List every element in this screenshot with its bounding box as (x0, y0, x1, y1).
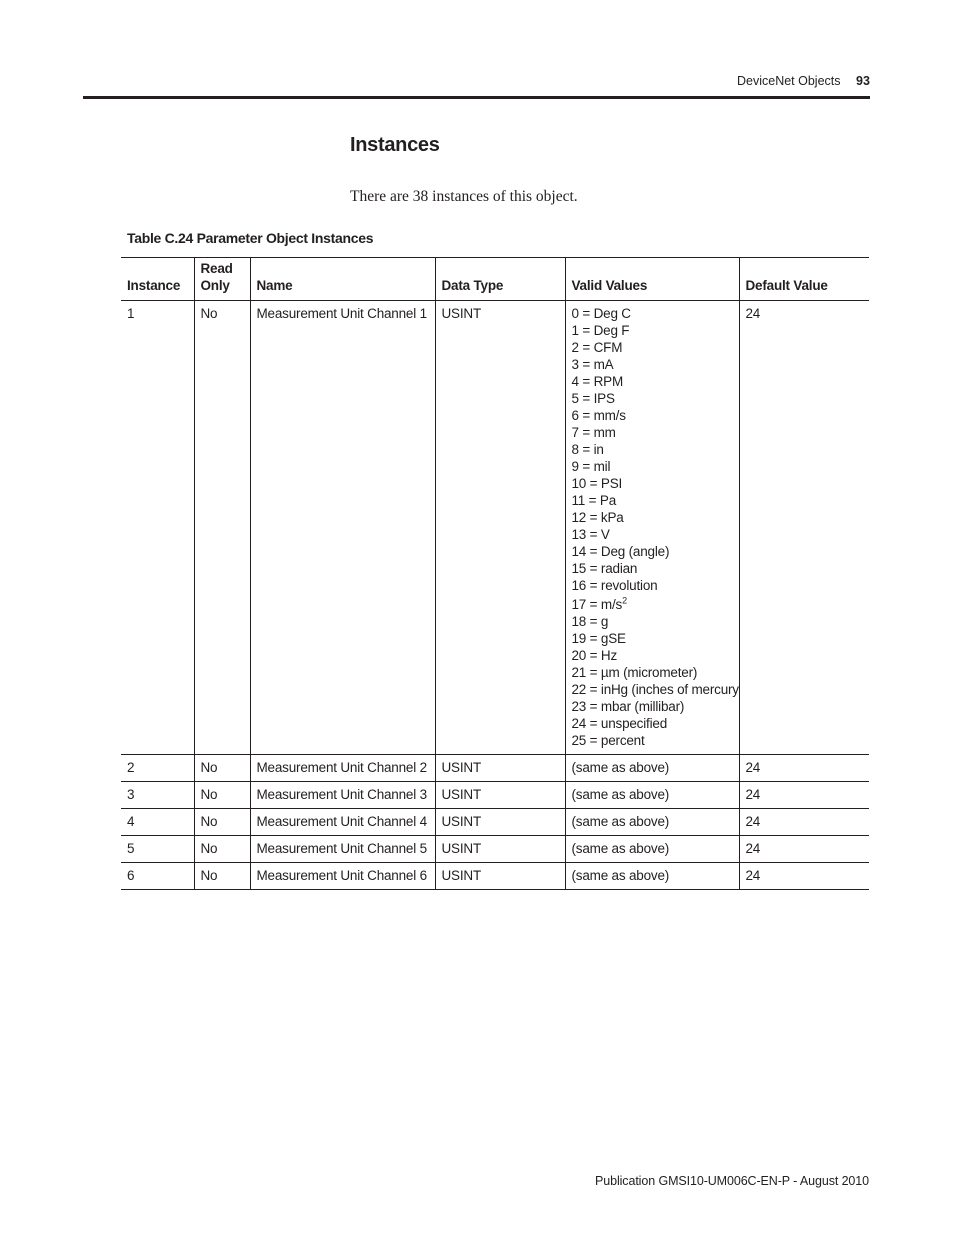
table-caption: Table C.24 Parameter Object Instances (127, 230, 374, 246)
valid-value: 24 = unspecified (571, 716, 667, 731)
column-header-default-value: Default Value (739, 258, 869, 301)
cell-valid-values: (same as above) (565, 755, 739, 782)
cell-name: Measurement Unit Channel 2 (250, 755, 435, 782)
cell-valid-values: (same as above) (565, 863, 739, 890)
valid-value: 1 = Deg F (571, 323, 630, 338)
cell-valid-values: (same as above) (565, 836, 739, 863)
cell-default-value: 24 (739, 809, 869, 836)
cell-read-only: No (194, 782, 250, 809)
table-row (121, 809, 869, 836)
valid-value: 6 = mm/s (571, 408, 626, 423)
cell-instance: 2 (121, 755, 194, 782)
cell-name: Measurement Unit Channel 1 (250, 301, 435, 755)
table-row (121, 836, 869, 863)
column-header-read-only: Read Only (194, 258, 250, 301)
valid-value: 3 = mA (571, 357, 614, 372)
cell-read-only: No (194, 863, 250, 890)
cell-name: Measurement Unit Channel 3 (250, 782, 435, 809)
page-number: 93 (856, 74, 870, 88)
cell-name: Measurement Unit Channel 4 (250, 809, 435, 836)
cell-default-value: 24 (739, 301, 869, 755)
valid-value: 25 = percent (571, 733, 645, 748)
valid-value: 19 = gSE (571, 631, 626, 646)
valid-value: 12 = kPa (571, 510, 624, 525)
valid-value: 15 = radian (571, 561, 638, 576)
cell-valid-values: (same as above) (565, 809, 739, 836)
section-title: Instances (350, 134, 440, 156)
cell-instance: 1 (121, 301, 194, 755)
cell-name: Measurement Unit Channel 5 (250, 836, 435, 863)
cell-data-type: USINT (435, 782, 565, 809)
table-row (121, 301, 869, 755)
cell-read-only: No (194, 836, 250, 863)
table-row (121, 863, 869, 890)
cell-instance: 6 (121, 863, 194, 890)
cell-instance: 3 (121, 782, 194, 809)
superscript: 2 (622, 595, 627, 606)
valid-value: $17 = m/s^2$ (571, 595, 627, 612)
cell-default-value: 24 (739, 782, 869, 809)
cell-default-value: 24 (739, 863, 869, 890)
valid-value: 18 = g (571, 614, 609, 629)
column-header-instance: Instance (121, 258, 194, 301)
valid-value: 9 = mil (571, 459, 611, 474)
cell-default-value: 24 (739, 836, 869, 863)
valid-value: 5 = IPS (571, 391, 615, 406)
column-header-valid-values: Valid Values (565, 258, 739, 301)
cell-data-type: USINT (435, 755, 565, 782)
cell-valid-values: (same as above) (565, 782, 739, 809)
cell-data-type: USINT (435, 836, 565, 863)
cell-instance: 5 (121, 836, 194, 863)
table-row (121, 755, 869, 782)
header-rule (83, 96, 870, 99)
running-header-section: DeviceNet Objects (737, 74, 841, 88)
cell-valid-values (565, 301, 739, 755)
cell-default-value: 24 (739, 755, 869, 782)
column-header-data-type: Data Type (435, 258, 565, 301)
valid-value: 20 = Hz (571, 648, 618, 663)
valid-value: 23 = mbar (millibar) (571, 699, 685, 714)
valid-value: 22 = inHg (inches of mercury (571, 682, 739, 697)
cell-read-only: No (194, 809, 250, 836)
table-header-row (121, 258, 869, 301)
valid-value: 21 = µm (micrometer) (571, 665, 698, 680)
column-header-name: Name (250, 258, 435, 301)
parameter-instances-table (121, 257, 869, 890)
cell-read-only: No (194, 301, 250, 755)
cell-instance: 4 (121, 809, 194, 836)
valid-value: 14 = Deg (angle) (571, 544, 670, 559)
valid-value: 16 = revolution (571, 578, 658, 593)
publication-footer: Publication GMSI10-UM006C-EN-P - August 2010 (595, 1174, 869, 1188)
cell-name: Measurement Unit Channel 6 (250, 863, 435, 890)
intro-paragraph: There are 38 instances of this object. (350, 188, 578, 205)
valid-value: 2 = CFM (571, 340, 623, 355)
table-row (121, 782, 869, 809)
valid-value: 4 = RPM (571, 374, 623, 389)
valid-value: 13 = V (571, 527, 610, 542)
cell-data-type: USINT (435, 863, 565, 890)
valid-value: 7 = mm (571, 425, 616, 440)
cell-data-type: USINT (435, 809, 565, 836)
valid-value: 10 = PSI (571, 476, 623, 491)
valid-value: 0 = Deg C (571, 306, 631, 321)
valid-value: 11 = Pa (571, 493, 617, 508)
cell-read-only: No (194, 755, 250, 782)
cell-data-type: USINT (435, 301, 565, 755)
valid-value: 8 = in (571, 442, 604, 457)
